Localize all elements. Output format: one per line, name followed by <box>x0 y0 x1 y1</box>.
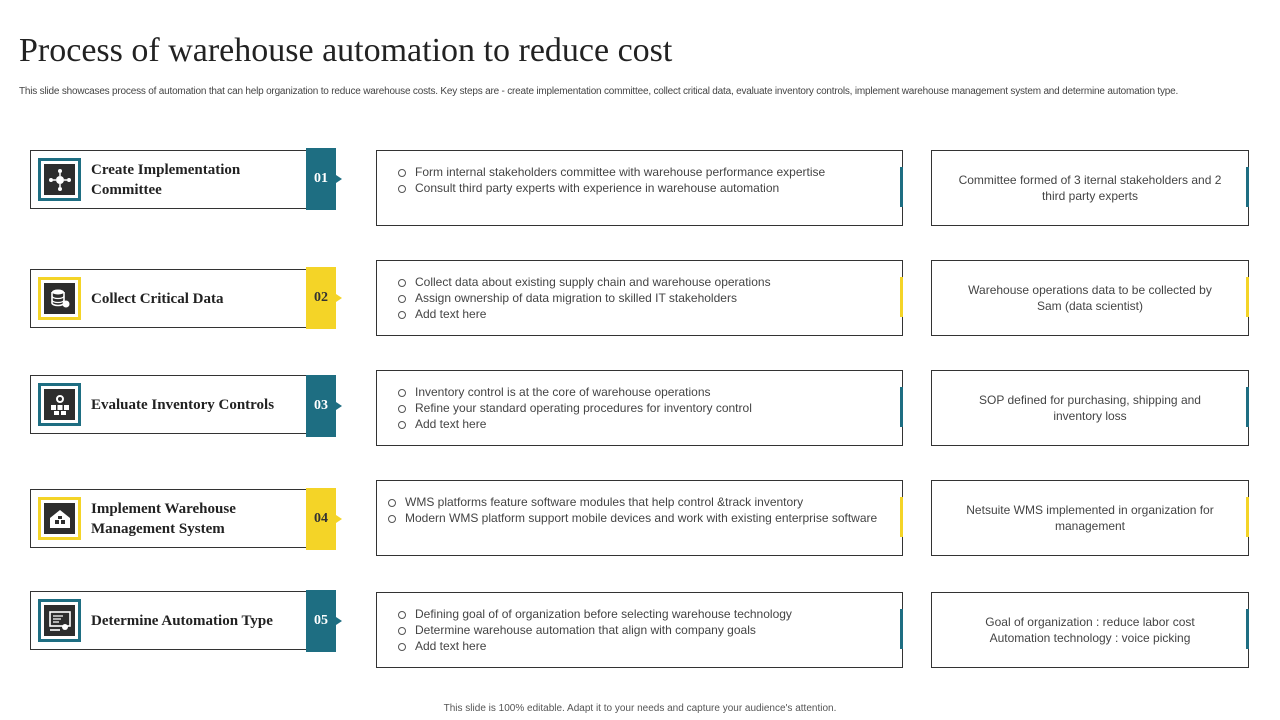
accent-bar <box>1246 497 1249 537</box>
detail-item: Determine warehouse automation that align with company goals <box>397 622 882 638</box>
detail-item: Assign ownership of data migration to skilled IT stakeholders <box>397 290 882 306</box>
step-details-list <box>397 384 882 432</box>
result-text: Committee formed of 3 iternal stakeholders and 2 third party experts <box>958 173 1222 203</box>
step-details-box <box>376 370 903 446</box>
database-icon <box>44 283 75 314</box>
detail-item: Add text here <box>397 306 882 322</box>
accent-bar <box>1246 387 1249 427</box>
detail-item: WMS platforms feature software modules that help control &track inventory <box>387 494 882 510</box>
detail-item: Add text here <box>397 638 882 654</box>
accent-bar <box>1246 609 1249 649</box>
step-result-box <box>931 370 1249 446</box>
boxes-gear-icon <box>44 389 75 420</box>
step-label: Determine Automation Type <box>91 612 273 629</box>
step-result-box <box>931 150 1249 226</box>
detail-item: Form internal stakeholders committee with warehouse performance expertise <box>397 164 882 180</box>
step-details-list <box>397 164 882 196</box>
step-result-box <box>931 260 1249 336</box>
page-subtitle: This slide showcases process of automation that can help organization to reduce warehouse costs. Key steps are - create implementation committee, collect critical data, evaluate inventory controls, implement warehouse management system and determine automation type. <box>19 86 1179 97</box>
step-number-tab: 02 <box>306 267 336 329</box>
detail-item: Inventory control is at the core of warehouse operations <box>397 384 882 400</box>
step-icon-frame <box>38 599 81 642</box>
footer-note: This slide is 100% editable. Adapt it to your needs and capture your audience's attention. <box>443 703 837 714</box>
step-details-list <box>397 274 882 322</box>
accent-bar <box>900 167 903 207</box>
result-text: Goal of organization : reduce labor cost Automation technology : voice picking <box>985 615 1195 645</box>
step-details-list <box>397 606 882 654</box>
result-text: Warehouse operations data to be collected by Sam (data scientist) <box>968 283 1212 313</box>
accent-bar <box>1246 277 1249 317</box>
detail-item: Defining goal of of organization before selecting warehouse technology <box>397 606 882 622</box>
step-number-tab: 05 <box>306 590 336 652</box>
detail-item: Collect data about existing supply chain and warehouse operations <box>397 274 882 290</box>
step-icon-frame <box>38 497 81 540</box>
step-label: Collect Critical Data <box>91 290 224 307</box>
step-number-tab: 01 <box>306 148 336 210</box>
step-label: Evaluate Inventory Controls <box>91 396 275 413</box>
step-box <box>30 150 308 209</box>
step-row-3 <box>0 370 1280 446</box>
step-label: Create Implementation Committee <box>91 161 241 198</box>
step-details-box <box>376 480 903 556</box>
detail-item: Refine your standard operating procedures for inventory control <box>397 400 882 416</box>
accent-bar <box>900 387 903 427</box>
step-label: Implement Warehouse Management System <box>91 500 236 537</box>
network-hub-icon <box>44 164 75 195</box>
automation-screen-icon <box>44 605 75 636</box>
result-text: Netsuite WMS implemented in organization for management <box>966 503 1214 533</box>
detail-item: Consult third party experts with experience in warehouse automation <box>397 180 882 196</box>
accent-bar <box>900 497 903 537</box>
step-row-5 <box>0 592 1280 668</box>
step-row-1 <box>0 150 1280 226</box>
accent-bar <box>900 277 903 317</box>
step-details-box <box>376 260 903 336</box>
step-row-2 <box>0 260 1280 336</box>
accent-bar <box>900 609 903 649</box>
warehouse-icon <box>44 503 75 534</box>
step-icon-frame <box>38 158 81 201</box>
step-icon-frame <box>38 277 81 320</box>
detail-item: Add text here <box>397 416 882 432</box>
step-box <box>30 489 308 548</box>
result-text: SOP defined for purchasing, shipping and inventory loss <box>979 393 1201 423</box>
step-details-box <box>376 592 903 668</box>
step-row-4 <box>0 480 1280 556</box>
page-title: Process of warehouse automation to reduce cost <box>19 32 673 69</box>
detail-item: Modern WMS platform support mobile devices and work with existing enterprise software <box>387 510 882 526</box>
accent-bar <box>1246 167 1249 207</box>
step-box <box>30 269 308 328</box>
step-details-list <box>387 494 882 526</box>
step-details-box <box>376 150 903 226</box>
step-box <box>30 375 308 434</box>
step-number-tab: 04 <box>306 488 336 550</box>
step-result-box <box>931 480 1249 556</box>
step-box <box>30 591 308 650</box>
step-icon-frame <box>38 383 81 426</box>
step-number-tab: 03 <box>306 375 336 437</box>
step-result-box <box>931 592 1249 668</box>
